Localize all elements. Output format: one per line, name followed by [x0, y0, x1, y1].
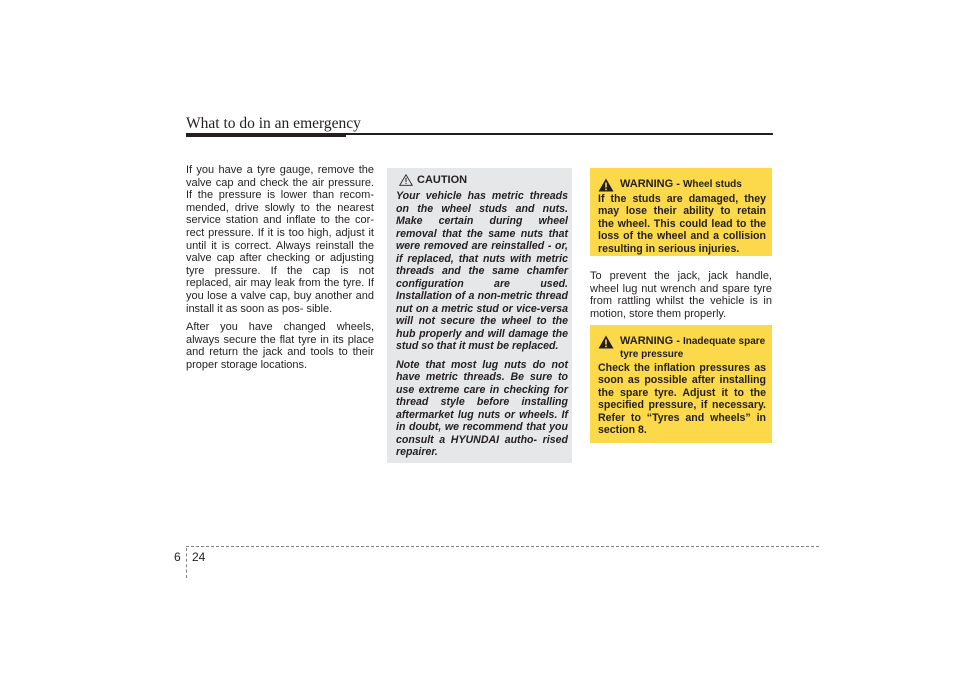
- footer-rule: [186, 546, 819, 547]
- warning-body: If the studs are damaged, they may lose their ability to retain the wheel. This could lead to the loss of the wheel and a collision resulting in serious injuries.: [598, 193, 766, 255]
- tool-storage-text: To prevent the jack, jack handle, wheel lug nut wrench and spare tyre from rattling whilst the vehicle is in motion, store them properly.: [590, 270, 772, 320]
- warning-header: [598, 335, 772, 361]
- paragraph: If you have a tyre gauge, remove the valve cap and check the air pressure. If the pressure is lower than recom- mended, drive slowly to the nearest service station and inflate to the cor- rect pressure. If it is too high, adjust it until it is correct. Always reinstall the valve cap after checking or adjusting tyre pressure. If the cap is not replaced, air may leak from the tyre. If you lose a valve cap, buy another and install it as soon as pos- sible.: [186, 164, 374, 315]
- chapter-number: 6: [174, 550, 181, 564]
- paragraph: Your vehicle has metric threads on the wheel studs and nuts. Make certain during wheel removal that the same nuts that were removed are reinstalled - or, if replaced, that nuts with metric threads and the same chamfer configuration are used. Installation of a non-metric thread nut on a metric stud or vice-versa will not secure the wheel to the hub properly and will damage the stud so that it must be replaced.: [396, 190, 568, 352]
- warning-body: Check the inflation pressures as soon as possible after installing the spare tyre. Adjust it to the specified pressure, if necessary. Refer to “Tyres and wheels” in section 8.: [598, 362, 766, 437]
- warning-triangle-icon: [598, 178, 614, 192]
- warning-label: WARNING -: [620, 335, 680, 347]
- page-number: 24: [192, 550, 206, 564]
- paragraph: Note that most lug nuts do not have metric threads. Be sure to use extreme care in checking for thread style before installing aftermarket lug nuts or wheels. If in doubt, we recommend that you consult a HYUNDAI autho- rised repairer.: [396, 358, 568, 458]
- tyre-pressure-text: [186, 164, 374, 378]
- paragraph: After you have changed wheels, always secure the flat tyre in its place and return the jack and tools to their proper storage locations.: [186, 321, 374, 371]
- warning-triangle-icon: [399, 174, 413, 186]
- warning-title: [620, 178, 742, 191]
- footer-divider: [186, 548, 187, 578]
- header-rule-accent: [186, 133, 346, 137]
- caution-header: [399, 174, 467, 186]
- caution-title: CAUTION: [417, 174, 468, 186]
- warning-title: [620, 335, 772, 361]
- warning-header: [598, 178, 772, 192]
- warning-triangle-icon: [598, 335, 614, 349]
- page-header-title: What to do in an emergency: [186, 115, 361, 132]
- caution-box: [387, 168, 572, 463]
- warning-subtitle: Wheel studs: [682, 179, 742, 190]
- caution-body: [396, 190, 568, 465]
- warning-label: WARNING -: [620, 178, 680, 190]
- warning-subtitle: Inadequate spare tyre pressure: [620, 336, 766, 360]
- warning-box-spare-pressure: [590, 325, 772, 443]
- warning-box-wheel-studs: [590, 168, 772, 256]
